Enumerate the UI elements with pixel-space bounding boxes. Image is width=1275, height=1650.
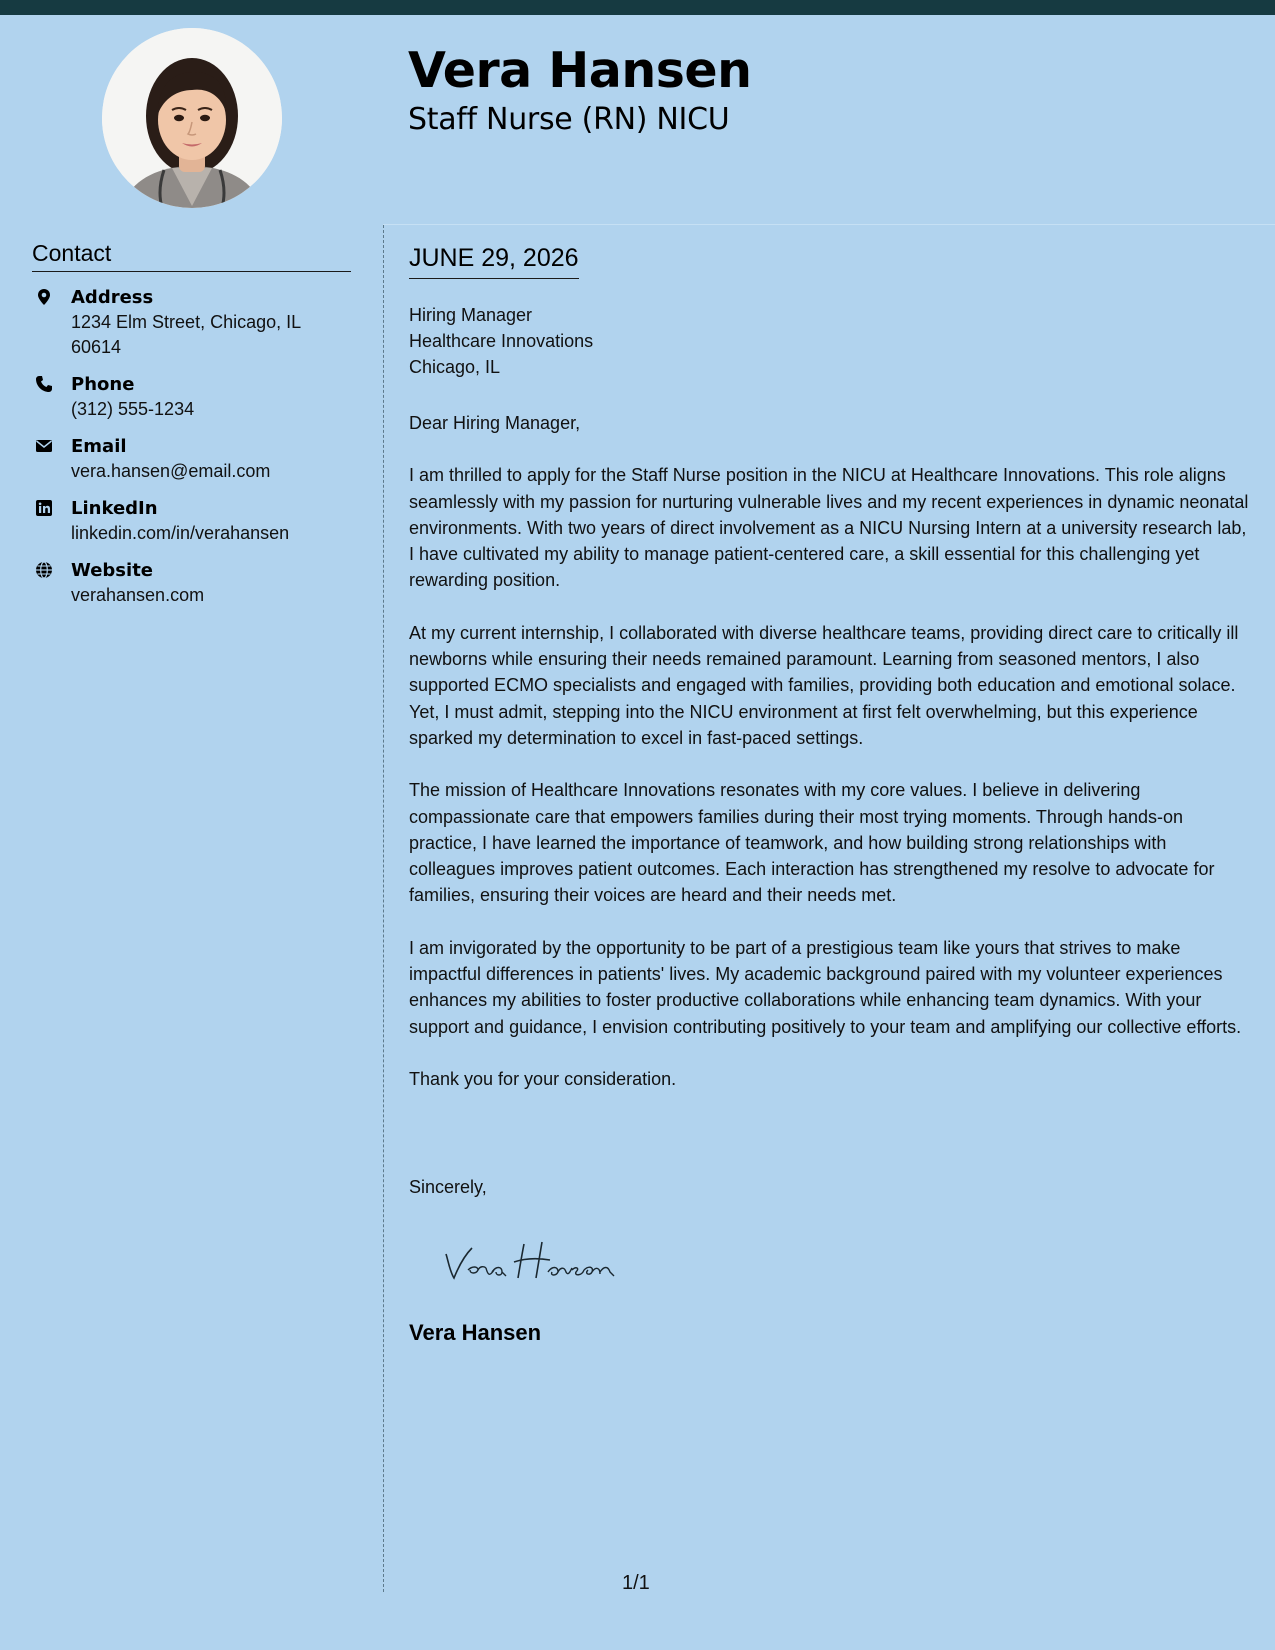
phone-icon — [35, 375, 53, 393]
recipient-line: Healthcare Innovations — [409, 331, 594, 351]
contact-item-address — [32, 285, 352, 360]
globe-icon — [35, 561, 53, 579]
header-divider — [383, 224, 1275, 225]
closing: Sincerely, — [409, 1177, 487, 1197]
contact-label: Address — [71, 287, 154, 308]
body-paragraph: I am thrilled to apply for the Staff Nurse position in the NICU at Healthcare Innovations. This role aligns seamlessly with my passion for nurturing vulnerable lives and my recent experiences in dynamic neonatal environments. With two years of direct involvement as a NICU Nursing Intern at a university research lab, I have cultivated my ability to manage patient-centered care, a skill essential for this challenging yet rewarding position. — [409, 465, 1249, 591]
contact-heading: Contact — [32, 240, 351, 272]
contact-value: 1234 Elm Street, Chicago, IL 60614 — [71, 312, 301, 357]
body-paragraph: Thank you for your consideration. — [409, 1068, 677, 1089]
salutation: Dear Hiring Manager, — [409, 413, 581, 433]
location-pin-icon — [35, 288, 53, 306]
body-paragraph: The mission of Healthcare Innovations resonates with my core values. I believe in delivering compassionate care that empowers families during their most trying moments. Through hands-on practice, I have learned the importance of teamwork, and how building strong relationships with colleagues improves patient outcomes. Each interaction has strengthened my resolve to advocate for families, ensuring their voices are heard and their needs met. — [409, 780, 1215, 906]
recipient-line: Hiring Manager — [409, 305, 533, 325]
contact-value: linkedin.com/in/verahansen — [71, 523, 290, 543]
contact-list — [32, 285, 352, 620]
recipient-block — [409, 302, 593, 380]
column-divider — [383, 225, 384, 1592]
contact-value: verahansen.com — [71, 585, 205, 605]
page-number: 1/1 — [622, 1572, 650, 1594]
contact-value: (312) 555-1234 — [71, 399, 195, 419]
body-paragraph: I am invigorated by the opportunity to be part of a prestigious team like yours that strives to make impactful differences in patients' lives. My academic background paired with my volunteer experiences enhances my abilities to foster productive collaborations while enhancing team dynamics. With your support and guidance, I envision contributing positively to your team and amplifying our collective efforts. — [409, 937, 1242, 1037]
contact-item-email — [32, 434, 352, 484]
handwritten-signature — [438, 1232, 648, 1292]
contact-label: Email — [71, 436, 127, 457]
letter-date: JUNE 29, 2026 — [409, 244, 579, 279]
recipient-line: Chicago, IL — [409, 357, 501, 377]
contact-label: Website — [71, 560, 154, 581]
letter-body — [409, 410, 1254, 1118]
contact-item-phone — [32, 372, 352, 422]
candidate-title: Staff Nurse (RN) NICU — [408, 102, 730, 137]
contact-label: LinkedIn — [71, 498, 158, 519]
contact-label: Phone — [71, 374, 135, 395]
linkedin-icon — [35, 499, 53, 517]
body-paragraph: At my current internship, I collaborated with diverse healthcare teams, providing direct care to critically ill newborns while ensuring their needs remained paramount. Learning from seasoned mentors, I also supported ECMO specialists and engaged with families, providing both education and emotional solace. Yet, I must admit, stepping into the NICU environment at first felt overwhelming, but this experience sparked my determination to excel in fast-paced settings. — [409, 622, 1239, 748]
contact-item-website — [32, 558, 352, 608]
candidate-name: Vera Hansen — [408, 42, 752, 99]
signed-name: Vera Hansen — [409, 1320, 542, 1345]
contact-item-linkedin — [32, 496, 352, 546]
top-accent-bar — [0, 0, 1275, 15]
contact-value: vera.hansen@email.com — [71, 461, 271, 481]
portrait-photo — [102, 28, 282, 208]
envelope-icon — [35, 437, 53, 455]
